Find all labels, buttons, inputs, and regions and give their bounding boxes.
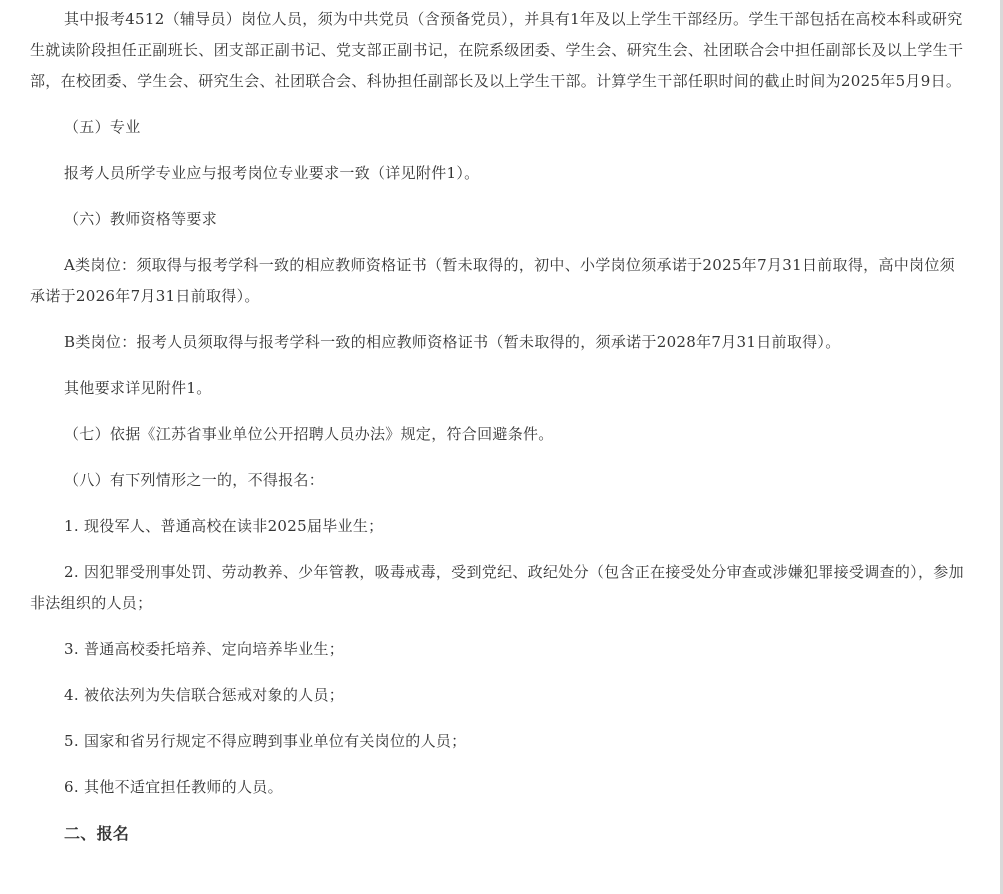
section-heading-registration: 二、报名 xyxy=(64,824,130,843)
paragraph-other-requirements: 其他要求详见附件1。 xyxy=(64,379,212,397)
paragraph-major-requirement: 报考人员所学专业应与报考岗位专业要求一致（详见附件1）。 xyxy=(64,164,480,182)
list-item-ineligible-3: 3. 普通高校委托培养、定向培养毕业生； xyxy=(64,640,345,658)
list-item-ineligible-2: 2. 因犯罪受刑事处罚、劳动教养、少年管教，吸毒戒毒，受到党纪、政纪处分（包含正在接受处分审查或涉嫌犯罪接受调查的），参加非法组织的人员； xyxy=(30,563,964,612)
subheading-major: （五）专业 xyxy=(64,118,141,136)
paragraph-class-a-positions: A类岗位：须取得与报考学科一致的相应教师资格证书（暂未取得的，初中、小学岗位须承诺于2025年7月31日前取得，高中岗位须承诺于2026年7月31日前取得）。 xyxy=(30,256,955,305)
subheading-ineligible: （八）有下列情形之一的，不得报名： xyxy=(64,471,325,489)
paragraph-party-member-requirement: 其中报考4512（辅导员）岗位人员，须为中共党员（含预备党员），并具有1年及以上学生干部经历。学生干部包括在高校本科或研究生就读阶段担任正副班长、团支部正副书记、党支部正副书记，在院系级团委、学生会、研究生会、社团联合会中担任副部长及以上学生干部，在校团委、学生会、研究生会、社团联合会、科协担任副部长及以上学生干部。计算学生干部任职时间的截止时间为2025年5月9日。 xyxy=(30,10,964,90)
list-item-ineligible-1: 1. 现役军人、普通高校在读非2025届毕业生； xyxy=(64,517,384,535)
list-item-ineligible-5: 5. 国家和省另行规定不得应聘到事业单位有关岗位的人员； xyxy=(64,732,467,750)
paragraph-avoidance-rule: （七）依据《江苏省事业单位公开招聘人员办法》规定，符合回避条件。 xyxy=(64,425,554,443)
list-item-ineligible-6: 6. 其他不适宜担任教师的人员。 xyxy=(64,778,283,796)
article-body xyxy=(30,4,965,864)
paragraph-class-b-positions: B类岗位：报考人员须取得与报考学科一致的相应教师资格证书（暂未取得的，须承诺于2028年7月31日前取得）。 xyxy=(64,333,841,351)
list-item-ineligible-4: 4. 被依法列为失信联合惩戒对象的人员； xyxy=(64,686,345,704)
subheading-teacher-qualification: （六）教师资格等要求 xyxy=(64,210,218,228)
